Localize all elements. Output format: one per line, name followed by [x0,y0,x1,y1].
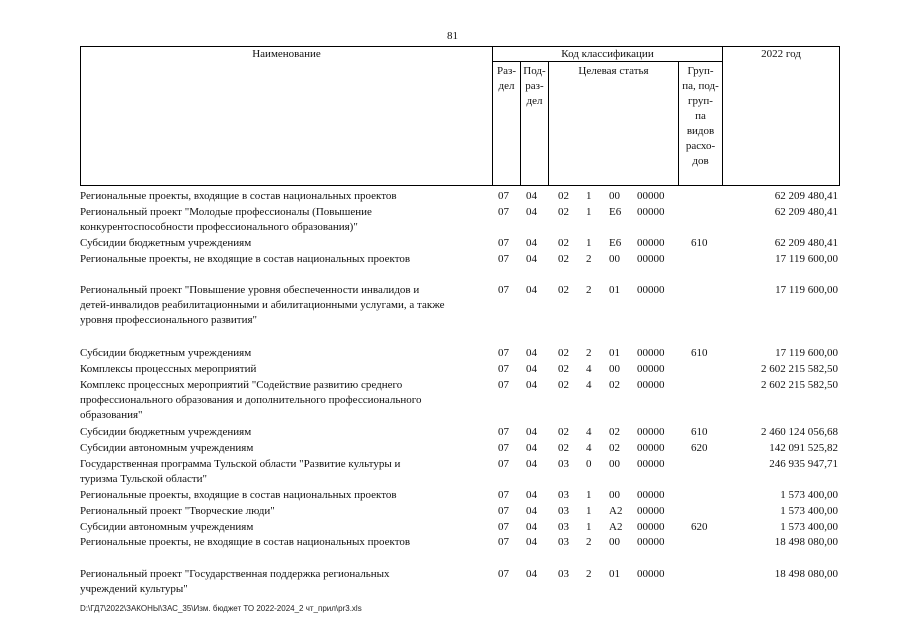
cell-event: 00000 [637,426,665,438]
cell-main: 02 [609,379,620,391]
cell-sum: 1 573 400,00 [780,505,838,517]
cell-event: 00000 [637,379,665,391]
row-name-line: конкурентоспособности профессионального образования)" [80,221,358,233]
cell-razdel: 07 [498,190,509,202]
cell-event: 00000 [637,505,665,517]
cell-podrazdel: 04 [526,253,537,265]
cell-sub: 1 [586,190,592,202]
header-razdel [493,64,520,94]
cell-main: 00 [609,536,620,548]
row-name [80,441,485,456]
cell-main: 00 [609,190,620,202]
header-group [679,64,722,169]
cell-main: 02 [609,426,620,438]
header-podrazdel-line: Под- [523,65,546,77]
cell-sub: 1 [586,521,592,533]
cell-sum: 246 935 947,71 [769,458,838,470]
cell-razdel: 07 [498,253,509,265]
cell-sub: 2 [586,284,592,296]
cell-main: Е6 [609,206,622,218]
cell-razdel: 07 [498,206,509,218]
row-name [80,362,485,377]
header-podrazdel-line: раз- [525,80,544,92]
podrazdel-divider [548,61,549,186]
cell-razdel: 07 [498,284,509,296]
header-year-line: 2022 год [761,48,801,60]
header-bottom-border [80,185,840,186]
cell-sub: 4 [586,379,592,391]
row-name [80,236,485,251]
cell-podrazdel: 04 [526,426,537,438]
cell-podrazdel: 04 [526,505,537,517]
cell-razdel: 07 [498,458,509,470]
row-name-line: Субсидии бюджетным учреждениям [80,426,252,438]
cell-razdel: 07 [498,536,509,548]
header-podrazdel [521,64,548,109]
row-name-line: Субсидии автономным учреждениям [80,442,254,454]
header-name-line: Наименование [252,48,321,60]
cell-main: 01 [609,568,620,580]
cell-program: 02 [558,253,569,265]
cell-sub: 1 [586,489,592,501]
cell-razdel: 07 [498,505,509,517]
row-name-line: Региональный проект "Государственная поддержка региональных [80,568,390,580]
cell-program: 02 [558,237,569,249]
cell-podrazdel: 04 [526,363,537,375]
cell-main: 01 [609,347,620,359]
cell-event: 00000 [637,284,665,296]
header-target-line: Целевая статья [578,65,649,77]
table-right-border [839,46,840,186]
row-name-line: Региональный проект "Повышение уровня обеспеченности инвалидов и [80,284,420,296]
cell-sub: 2 [586,347,592,359]
row-name [80,520,485,535]
header-year [723,47,839,62]
cell-program: 02 [558,284,569,296]
cell-main: 01 [609,284,620,296]
cell-sum: 62 209 480,41 [774,190,838,202]
cell-program: 02 [558,206,569,218]
cell-sub: 2 [586,253,592,265]
row-name-line: учреждений культуры" [80,583,188,595]
cell-podrazdel: 04 [526,347,537,359]
table-left-border [80,46,81,186]
cell-razdel: 07 [498,347,509,359]
cell-podrazdel: 04 [526,284,537,296]
header-target [549,64,678,79]
row-name [80,346,485,361]
row-name [80,252,485,267]
cell-podrazdel: 04 [526,442,537,454]
cell-sum: 62 209 480,41 [774,237,838,249]
cell-sum: 17 119 600,00 [775,284,838,296]
row-name-line: Региональные проекты, не входящие в состав национальных проектов [80,536,411,548]
cell-sum: 142 091 525,82 [769,442,838,454]
cell-event: 00000 [637,237,665,249]
cell-razdel: 07 [498,568,509,580]
cell-program: 03 [558,458,569,470]
cell-sum: 62 209 480,41 [774,206,838,218]
cell-podrazdel: 04 [526,521,537,533]
row-name-line: образования" [80,409,143,421]
header-group-line: дов [692,155,709,167]
cell-main: 02 [609,442,620,454]
cell-podrazdel: 04 [526,379,537,391]
cell-podrazdel: 04 [526,489,537,501]
cell-program: 02 [558,190,569,202]
cell-podrazdel: 04 [526,458,537,470]
cell-razdel: 07 [498,489,509,501]
cell-sub: 1 [586,206,592,218]
cell-program: 03 [558,489,569,501]
cell-program: 02 [558,442,569,454]
cell-sum: 18 498 080,00 [774,568,838,580]
header-razdel-line: дел [498,80,515,92]
cell-event: 00000 [637,458,665,470]
row-name-line: детей-инвалидов реабилитационными и абилитационными услугами, а также [80,299,445,311]
cell-sub: 4 [586,426,592,438]
header-group-line: па, под- [682,80,719,92]
row-name [80,567,485,597]
cell-sum: 17 119 600,00 [775,347,838,359]
cell-program: 02 [558,363,569,375]
cell-sum: 1 573 400,00 [780,521,838,533]
row-name-line: Государственная программа Тульской области "Развитие культуры и [80,458,401,470]
row-name-line: Комплекс процессных мероприятий "Содействие развитию среднего [80,379,403,391]
header-group-line: па [695,110,706,122]
row-name-line: Региональные проекты, входящие в состав национальных проектов [80,489,397,501]
row-name-line: Региональные проекты, входящие в состав национальных проектов [80,190,397,202]
header-code [493,47,722,62]
cell-vid: 610 [691,426,708,438]
cell-program: 03 [558,536,569,548]
cell-sum: 2 602 215 582,50 [761,363,838,375]
cell-sub: 2 [586,536,592,548]
header-group-line: груп- [688,95,713,107]
row-name [80,425,485,440]
cell-vid: 620 [691,521,708,533]
file-path-footer: D:\ГД7\2022\ЗАКОНЫ\ЗАС_35\Изм. бюджет ТО 2022-2024_2 чт_прил\pr3.xls [80,604,362,613]
cell-event: 00000 [637,363,665,375]
cell-vid: 610 [691,347,708,359]
header-code-line: Код классификации [561,48,654,60]
cell-podrazdel: 04 [526,190,537,202]
cell-razdel: 07 [498,442,509,454]
header-group-line: видов [686,125,715,137]
cell-program: 03 [558,568,569,580]
cell-main: 00 [609,253,620,265]
row-name [80,457,485,487]
cell-event: 00000 [637,347,665,359]
row-name-line: уровня профессионального развития" [80,314,258,326]
header-name [81,47,492,62]
row-name [80,378,485,423]
cell-podrazdel: 04 [526,568,537,580]
row-name-line: Субсидии бюджетным учреждениям [80,237,252,249]
cell-main: 00 [609,458,620,470]
row-name [80,535,485,550]
cell-sum: 1 573 400,00 [780,489,838,501]
cell-program: 02 [558,426,569,438]
cell-podrazdel: 04 [526,536,537,548]
row-name-line: Субсидии автономным учреждениям [80,521,254,533]
cell-sub: 2 [586,568,592,580]
cell-program: 03 [558,521,569,533]
cell-main: Е6 [609,237,622,249]
cell-vid: 610 [691,237,708,249]
cell-razdel: 07 [498,521,509,533]
cell-event: 00000 [637,521,665,533]
cell-sub: 1 [586,237,592,249]
cell-sub: 4 [586,442,592,454]
cell-event: 00000 [637,206,665,218]
row-name-line: Региональный проект "Творческие люди" [80,505,275,517]
row-name [80,189,485,204]
cell-razdel: 07 [498,363,509,375]
header-group-line: расхо- [685,140,716,152]
cell-event: 00000 [637,489,665,501]
cell-sub: 1 [586,505,592,517]
row-name-line: туризма Тульской области" [80,473,208,485]
cell-main: А2 [609,521,623,533]
cell-sum: 2 460 124 056,68 [761,426,838,438]
header-group-line: Груп- [687,65,714,77]
cell-sum: 2 602 215 582,50 [761,379,838,391]
cell-main: А2 [609,505,623,517]
cell-vid: 620 [691,442,708,454]
row-name [80,488,485,503]
cell-event: 00000 [637,536,665,548]
cell-sum: 17 119 600,00 [775,253,838,265]
cell-program: 02 [558,379,569,391]
cell-event: 00000 [637,442,665,454]
cell-event: 00000 [637,568,665,580]
row-name-line: профессионального образования и дополнительного профессионального [80,394,422,406]
cell-razdel: 07 [498,426,509,438]
row-name [80,205,485,235]
row-name-line: Региональные проекты, не входящие в состав национальных проектов [80,253,411,265]
cell-program: 03 [558,505,569,517]
year-column-divider [722,46,723,186]
cell-podrazdel: 04 [526,237,537,249]
cell-event: 00000 [637,253,665,265]
row-name-line: Субсидии бюджетным учреждениям [80,347,252,359]
cell-razdel: 07 [498,237,509,249]
cell-main: 00 [609,489,620,501]
cell-main: 00 [609,363,620,375]
cell-sub: 0 [586,458,592,470]
row-name [80,504,485,519]
row-name-line: Региональный проект "Молодые профессионалы (Повышение [80,206,372,218]
cell-event: 00000 [637,190,665,202]
cell-program: 02 [558,347,569,359]
row-name-line: Комплексы процессных мероприятий [80,363,257,375]
page-number: 81 [447,30,458,42]
cell-sum: 18 498 080,00 [774,536,838,548]
cell-sub: 4 [586,363,592,375]
header-podrazdel-line: дел [526,95,543,107]
cell-razdel: 07 [498,379,509,391]
header-razdel-line: Раз- [496,65,516,77]
row-name [80,283,485,328]
cell-podrazdel: 04 [526,206,537,218]
